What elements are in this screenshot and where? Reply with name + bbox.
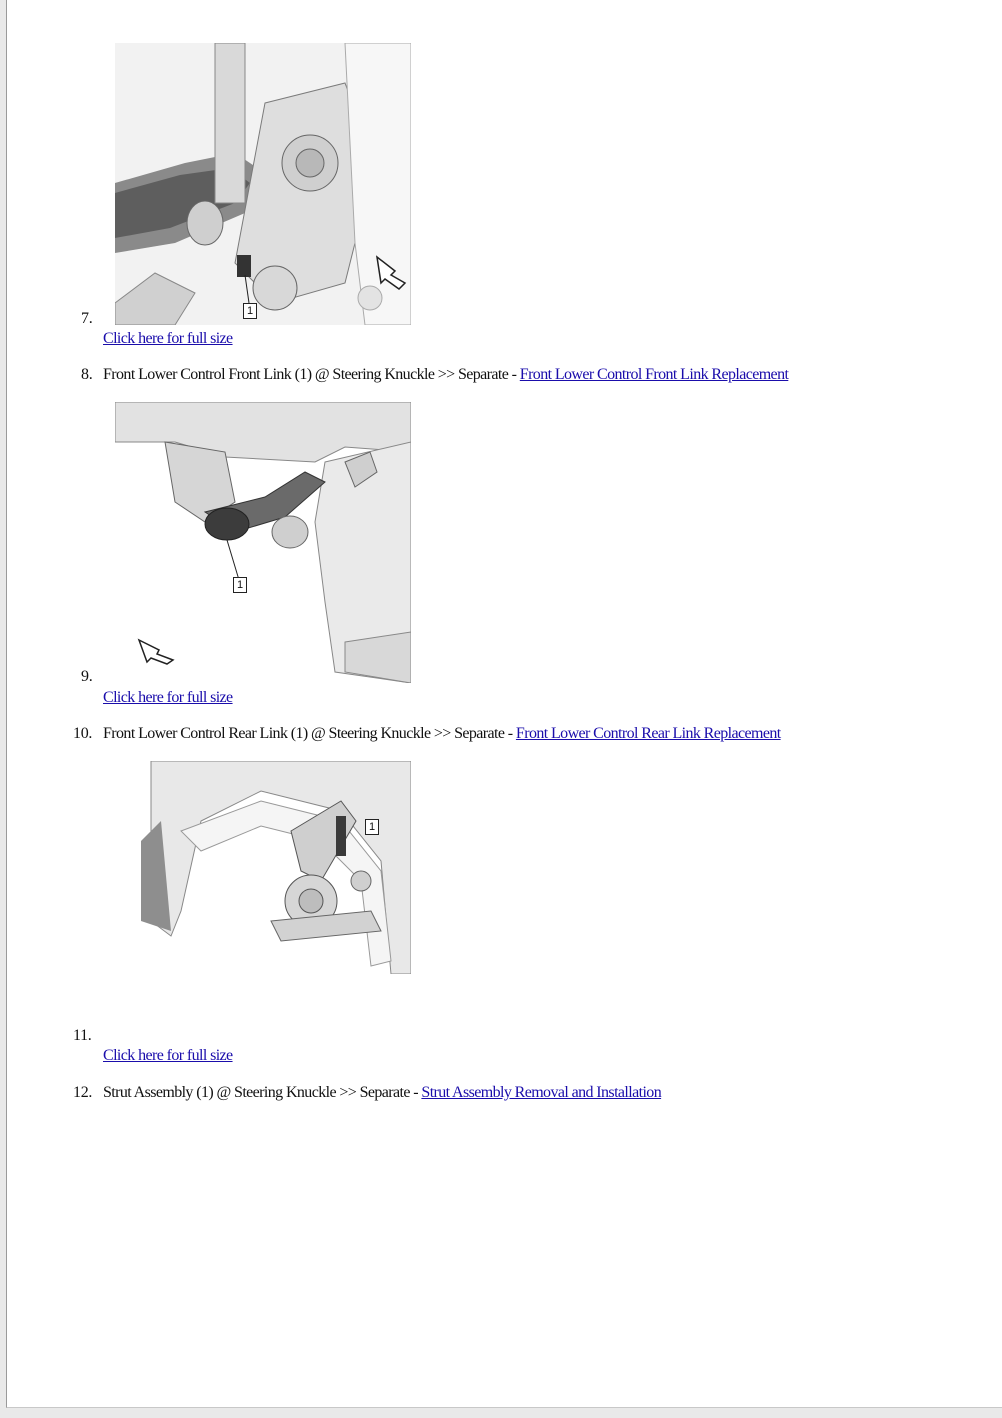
step-11-callout: 1: [365, 819, 379, 835]
step-10-text: Front Lower Control Rear Link (1) @ Steering Knuckle >> Separate -: [103, 725, 516, 742]
step-11-number: 11.: [73, 1027, 92, 1044]
step-7-callout: 1: [243, 303, 257, 319]
step-8-text-row: [103, 366, 788, 384]
document-page: [6, 0, 1002, 1408]
step-7-full-size-link[interactable]: Click here for full size: [103, 330, 233, 347]
step-10-reference-link[interactable]: Front Lower Control Rear Link Replacement: [515, 725, 781, 742]
step-10-number: 10.: [73, 725, 93, 742]
step-12-reference-link[interactable]: Strut Assembly Removal and Installation: [421, 1084, 662, 1101]
step-7-number: 7.: [81, 310, 93, 327]
step-9-link-row: [103, 689, 233, 707]
step-9-callout: 1: [233, 577, 247, 593]
step-12-text-row: [103, 1084, 661, 1102]
step-7-illustration: [115, 43, 411, 325]
step-9-full-size-link[interactable]: Click here for full size: [103, 689, 233, 706]
step-9-number: 9.: [81, 668, 93, 685]
step-12-number: 12.: [73, 1084, 93, 1101]
step-11-illustration: [141, 761, 411, 974]
step-8-reference-link[interactable]: Front Lower Control Front Link Replacement: [519, 366, 789, 383]
step-10-text-row: [103, 725, 781, 743]
step-8-text: Front Lower Control Front Link (1) @ Steering Knuckle >> Separate -: [103, 366, 520, 383]
step-8-number: 8.: [81, 366, 93, 383]
step-9-illustration: [115, 402, 411, 683]
step-11-link-row: [103, 1047, 233, 1065]
step-11-full-size-link[interactable]: Click here for full size: [103, 1047, 233, 1064]
step-7-link-row: [103, 330, 233, 348]
step-12-text: Strut Assembly (1) @ Steering Knuckle >> Separate -: [103, 1084, 422, 1101]
